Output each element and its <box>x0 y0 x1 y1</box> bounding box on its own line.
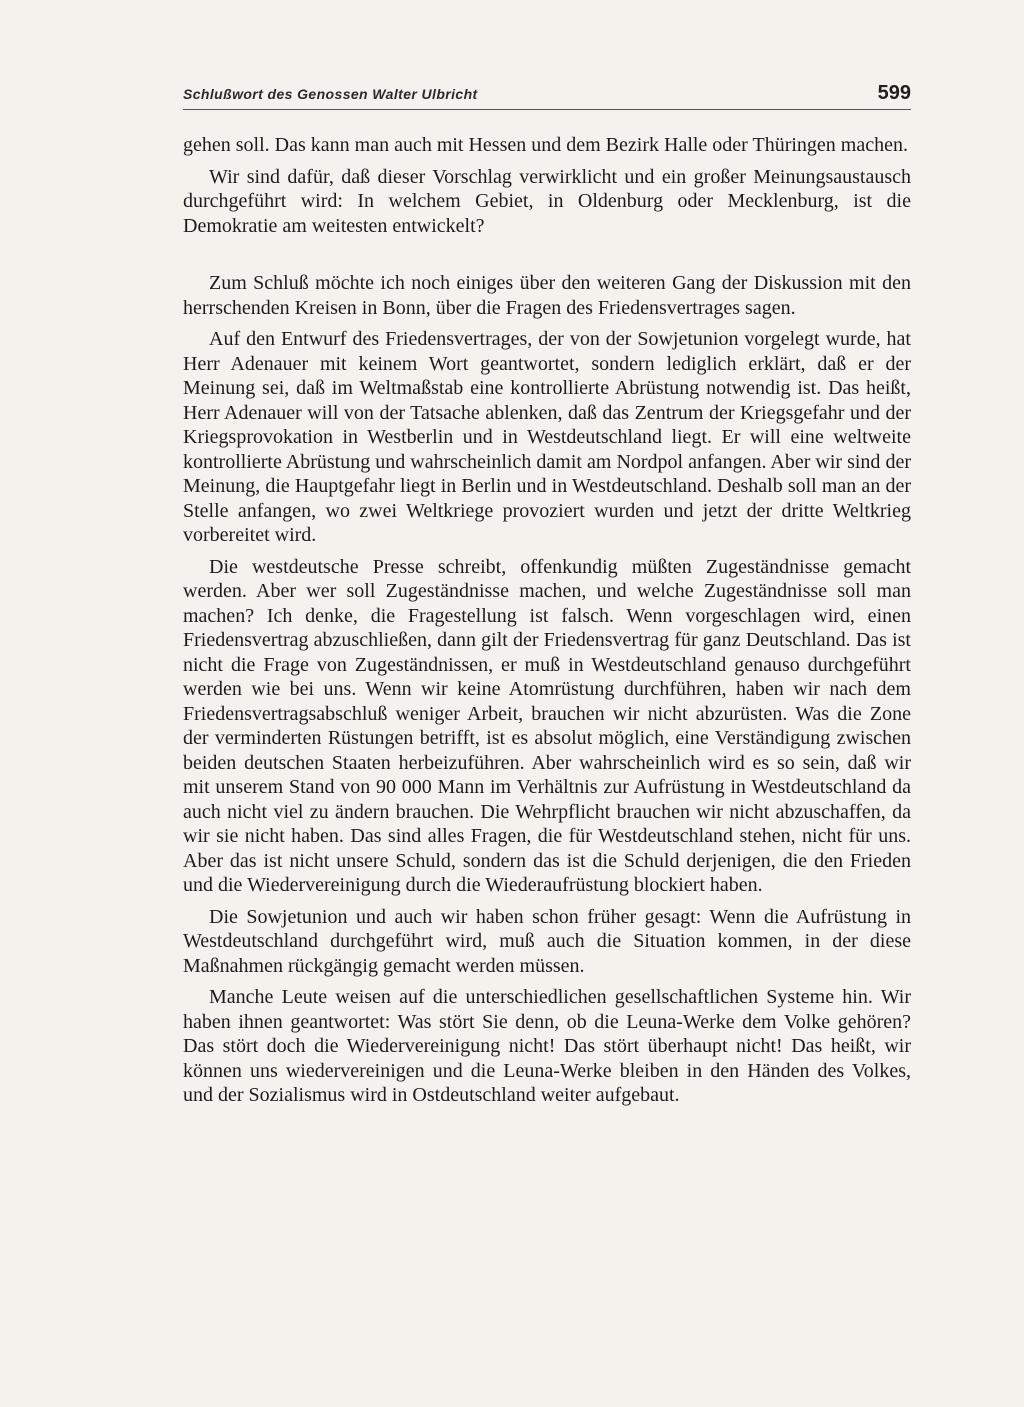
running-title: Schlußwort des Genossen Walter Ulbricht <box>183 86 478 102</box>
paragraph: Wir sind dafür, daß dieser Vorschlag verwirklicht und ein großer Meinungsaustausch durchgeführt wird: In welchem Gebiet, in Oldenburg oder Mecklenburg, ist die Demokratie am weitesten entwickelt? <box>183 165 911 237</box>
paragraph-continued: gehen soll. Das kann man auch mit Hessen und dem Bezirk Halle oder Thüringen machen. <box>183 134 908 156</box>
paragraph: Die westdeutsche Presse schreibt, offenkundig müßten Zugeständnisse gemacht werden. Aber wer soll Zugeständnisse machen, und welche Zugeständnisse soll man machen? Ich denke, die Fragestellung ist falsch. Wenn vorgeschlagen wird, einen Friedensvertrag abzuschließen, dann gilt der Friedensvertrag für ganz Deutschland. Das ist nicht die Frage von Zugeständnissen, er muß in Westdeutschland genauso durchgeführt werden wie bei uns. Wenn wir keine Atomrüstung durchführen, haben wir nach dem Friedensvertragsabschluß weniger Arbeit, brauchen wir nicht abzurüsten. Was die Zone der verminderten Rüstungen betrifft, ist es absolut möglich, eine Verständigung zwischen beiden deutschen Staaten herbeizuführen. Aber wahrscheinlich wird es so sein, daß wir mit unserem Stand von 90 000 Mann im Verhältnis zur Aufrüstung in Westdeutschland da auch nicht viel zu ändern brauchen. Die Wehrpflicht brauchen wir nicht abzuschaffen, da wir sie nicht haben. Das sind alles Fragen, die für Westdeutschland stehen, nicht für uns. Aber das ist nicht unsere Schuld, sondern das ist die Schuld derjenigen, die den Frieden und die Wiedervereinigung durch die Wiederaufrüstung blockiert haben. <box>183 555 911 896</box>
page-number: 599 <box>877 82 911 104</box>
paragraph: Manche Leute weisen auf die unterschiedlichen gesellschaftlichen Systeme hin. Wir haben ihnen geantwortet: Was stört Sie denn, ob die Leuna-Werke dem Volke gehören? Das stört doch die Wiedervereinigung nicht! Das stört überhaupt nicht! Das heißt, wir können uns wiedervereinigen und die Leuna-Werke bleiben in den Händen des Volkes, und der Sozialismus wird in Ostdeutschland weiter aufgebaut. <box>183 986 911 1106</box>
paragraph: Zum Schluß möchte ich noch einiges über den weiteren Gang der Diskussion mit den herrschenden Kreisen in Bonn, über die Fragen des Friedensvertrages sagen. <box>183 272 911 319</box>
body-text <box>183 133 911 1108</box>
paragraph: Die Sowjetunion und auch wir haben schon früher gesagt: Wenn die Aufrüstung in Westdeutschland durchgeführt wird, muß auch die Situation kommen, in der diese Maßnahmen rückgängig gemacht werden müssen. <box>183 905 911 977</box>
header-rule <box>183 109 911 110</box>
paragraph: Auf den Entwurf des Friedensvertrages, der von der Sowjetunion vorgelegt wurde, hat Herr Adenauer mit keinem Wort geantwortet, sondern lediglich erklärt, daß er der Meinung sei, daß im Weltmaßstab eine kontrollierte Abrüstung notwendig ist. Das heißt, Herr Adenauer will von der Tatsache ablenken, daß das Zentrum der Kriegsgefahr und der Kriegsprovokation in Westberlin und in Westdeutschland liegt. Er will eine weltweite kontrollierte Abrüstung und wahrscheinlich damit am Nordpol anfangen. Aber wir sind der Meinung, die Hauptgefahr liegt in Berlin und in Westdeutschland. Deshalb soll man an der Stelle anfangen, wo zwei Weltkriege provoziert wurden und jetzt der dritte Weltkrieg vorbereitet wird. <box>183 328 911 546</box>
running-header <box>183 84 911 108</box>
